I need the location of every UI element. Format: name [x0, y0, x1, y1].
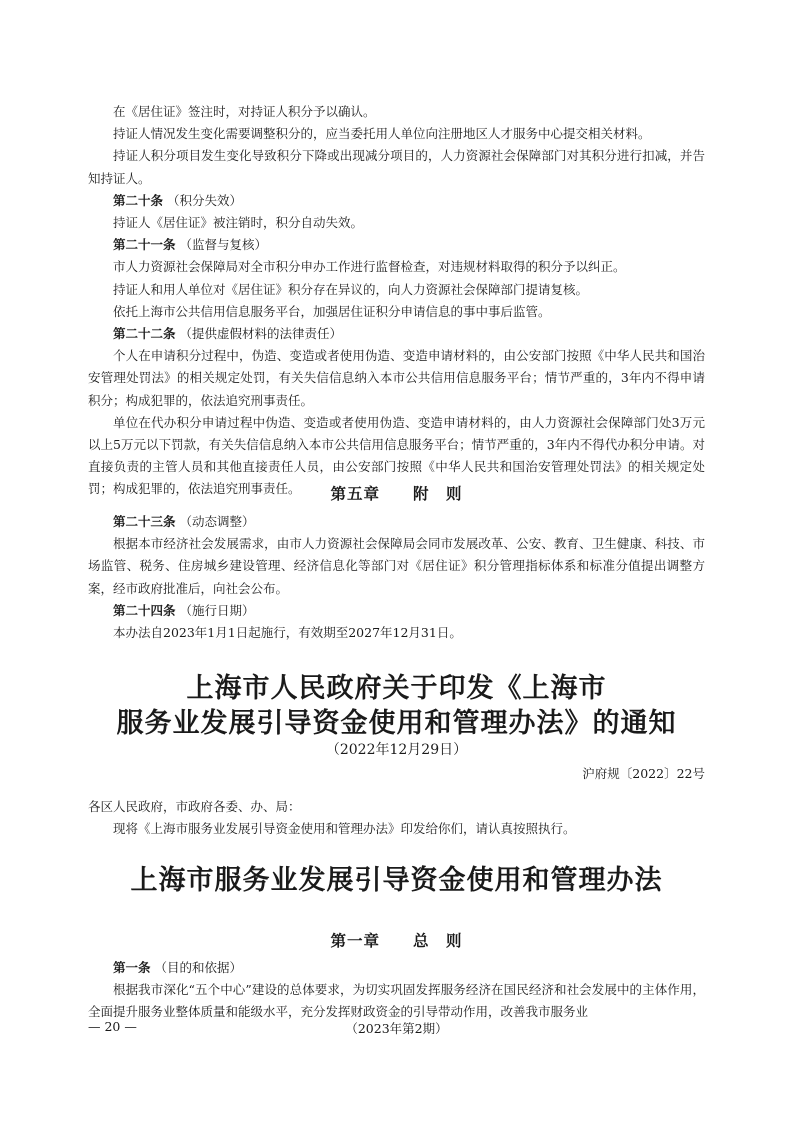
paragraph: 持证人《居住证》被注销时，积分自动失效。 — [113, 215, 364, 231]
measures-title: 上海市服务业发展引导资金使用和管理办法 — [130, 865, 663, 896]
notice-title — [88, 671, 705, 741]
paragraph: 在《居住证》签注时，对持证人积分予以确认。 — [113, 104, 376, 119]
article-title: 第二十四条 — [113, 602, 176, 618]
paragraph: 本办法自2023年1月1日起施行，有效期至2027年12月31日。 — [113, 625, 462, 641]
addressee: 各区人民政府，市政府各委、办、局： — [88, 799, 301, 814]
chapter-heading — [88, 929, 705, 951]
paragraph: 根据我市深化“五个中心”建设的总体要求，为切实巩固发挥服务经济在国民经济和社会发展中的主体作用，全面提升服务业整体质量和能级水平，充分发挥财政资金的引导带动作用，改善我市服务业 — [88, 982, 705, 1020]
paragraph: 市人力资源社会保障局对全市积分申办工作进行监督检查，对违规材料取得的积分予以纠正。 — [113, 259, 626, 275]
article-heading — [88, 323, 705, 345]
paragraph: 根据本市经济社会发展需求，由市人力资源社会保障局会同市发展改革、公安、教育、卫生健康、科技、市场监管、税务、住房城乡建设管理、经济信息化等部门对《居住证》积分管理指标体系和标准分值提出调整方案，经市政府批准后，向社会公布。 — [88, 536, 705, 596]
issue-label: （2023年第2期） — [345, 1021, 448, 1036]
measures-body — [88, 957, 705, 1024]
paragraph: 持证人积分项目发生变化导致积分下降或出现减分项目的，人力资源社会保障部门对其积分进行扣减，并告知持证人。 — [88, 148, 705, 186]
article-title: 第二十一条 — [113, 237, 176, 253]
article-subtitle: （积分失效） — [167, 192, 243, 208]
article-title: 第一条 — [113, 960, 151, 975]
article-title: 第二十三条 — [113, 514, 176, 529]
chapter-heading — [88, 482, 705, 504]
paragraph: 个人在申请积分过程中，伪造、变造或者使用伪造、变造申请材料的，由公安部门按照《中华人民共和国治安管理处罚法》的相关规定处罚，有关失信信息纳入本市公共信用信息服务平台；情节严重的，3年内不得申请积分；构成犯罪的，依法追究刑事责任。 — [88, 348, 705, 408]
chapter-name: 总 则 — [413, 931, 463, 950]
article-subtitle: （目的和依据） — [154, 960, 243, 975]
chapter5-body — [88, 511, 705, 644]
article-heading — [88, 234, 705, 256]
chapter-number: 第五章 — [330, 484, 380, 503]
article-subtitle: （提供虚假材料的法律责任） — [179, 326, 343, 342]
paragraph: 依托上海市公共信用信息服务平台，加强居住证积分申请信息的事中事后监管。 — [113, 303, 551, 319]
article-heading — [88, 190, 705, 212]
article-subtitle: （监督与复核） — [179, 237, 268, 253]
article-subtitle: （施行日期） — [179, 602, 255, 618]
article-subtitle: （动态调整） — [179, 514, 255, 529]
article-title: 第二十条 — [113, 192, 164, 208]
article-heading — [88, 600, 705, 622]
document-number: 沪府规〔2022〕22号 — [582, 766, 705, 781]
notice-body — [88, 796, 705, 840]
notice-title-line: 上海市人民政府关于印发《上海市 — [186, 673, 607, 704]
article-heading — [88, 957, 705, 979]
article-title: 第二十二条 — [113, 326, 176, 342]
section-continued — [88, 101, 705, 501]
paragraph: 持证人情况发生变化需要调整积分的，应当委托用人单位向注册地区人才服务中心提交相关材料。 — [113, 126, 651, 142]
chapter-number: 第一章 — [330, 931, 380, 950]
paragraph: 持证人和用人单位对《居住证》积分存在异议的，向人力资源社会保障部门提请复核。 — [113, 281, 589, 297]
paragraph: 单位在代办积分申请过程中伪造、变造或者使用伪造、变造申请材料的，由人力资源社会保障部门处3万元以上5万元以下罚款，有关失信信息纳入本市公共信用信息服务平台；情节严重的，3年内不得代办积分申请。对直接负责的主管人员和其他直接责任人员，由公安部门按照《中华人民共和国治安管理处罚法》的相关规定处罚；构成犯罪的，依法追究刑事责任。 — [88, 414, 705, 497]
page-number: — 20 — — [88, 1019, 137, 1034]
chapter-name: 附 则 — [413, 484, 463, 503]
article-heading — [88, 511, 705, 533]
notice-title-line: 服务业发展引导资金使用和管理办法》的通知 — [116, 708, 677, 739]
notice-date: （2022年12月29日） — [325, 742, 468, 758]
paragraph: 现将《上海市服务业发展引导资金使用和管理办法》印发给你们，请认真按照执行。 — [113, 821, 576, 837]
